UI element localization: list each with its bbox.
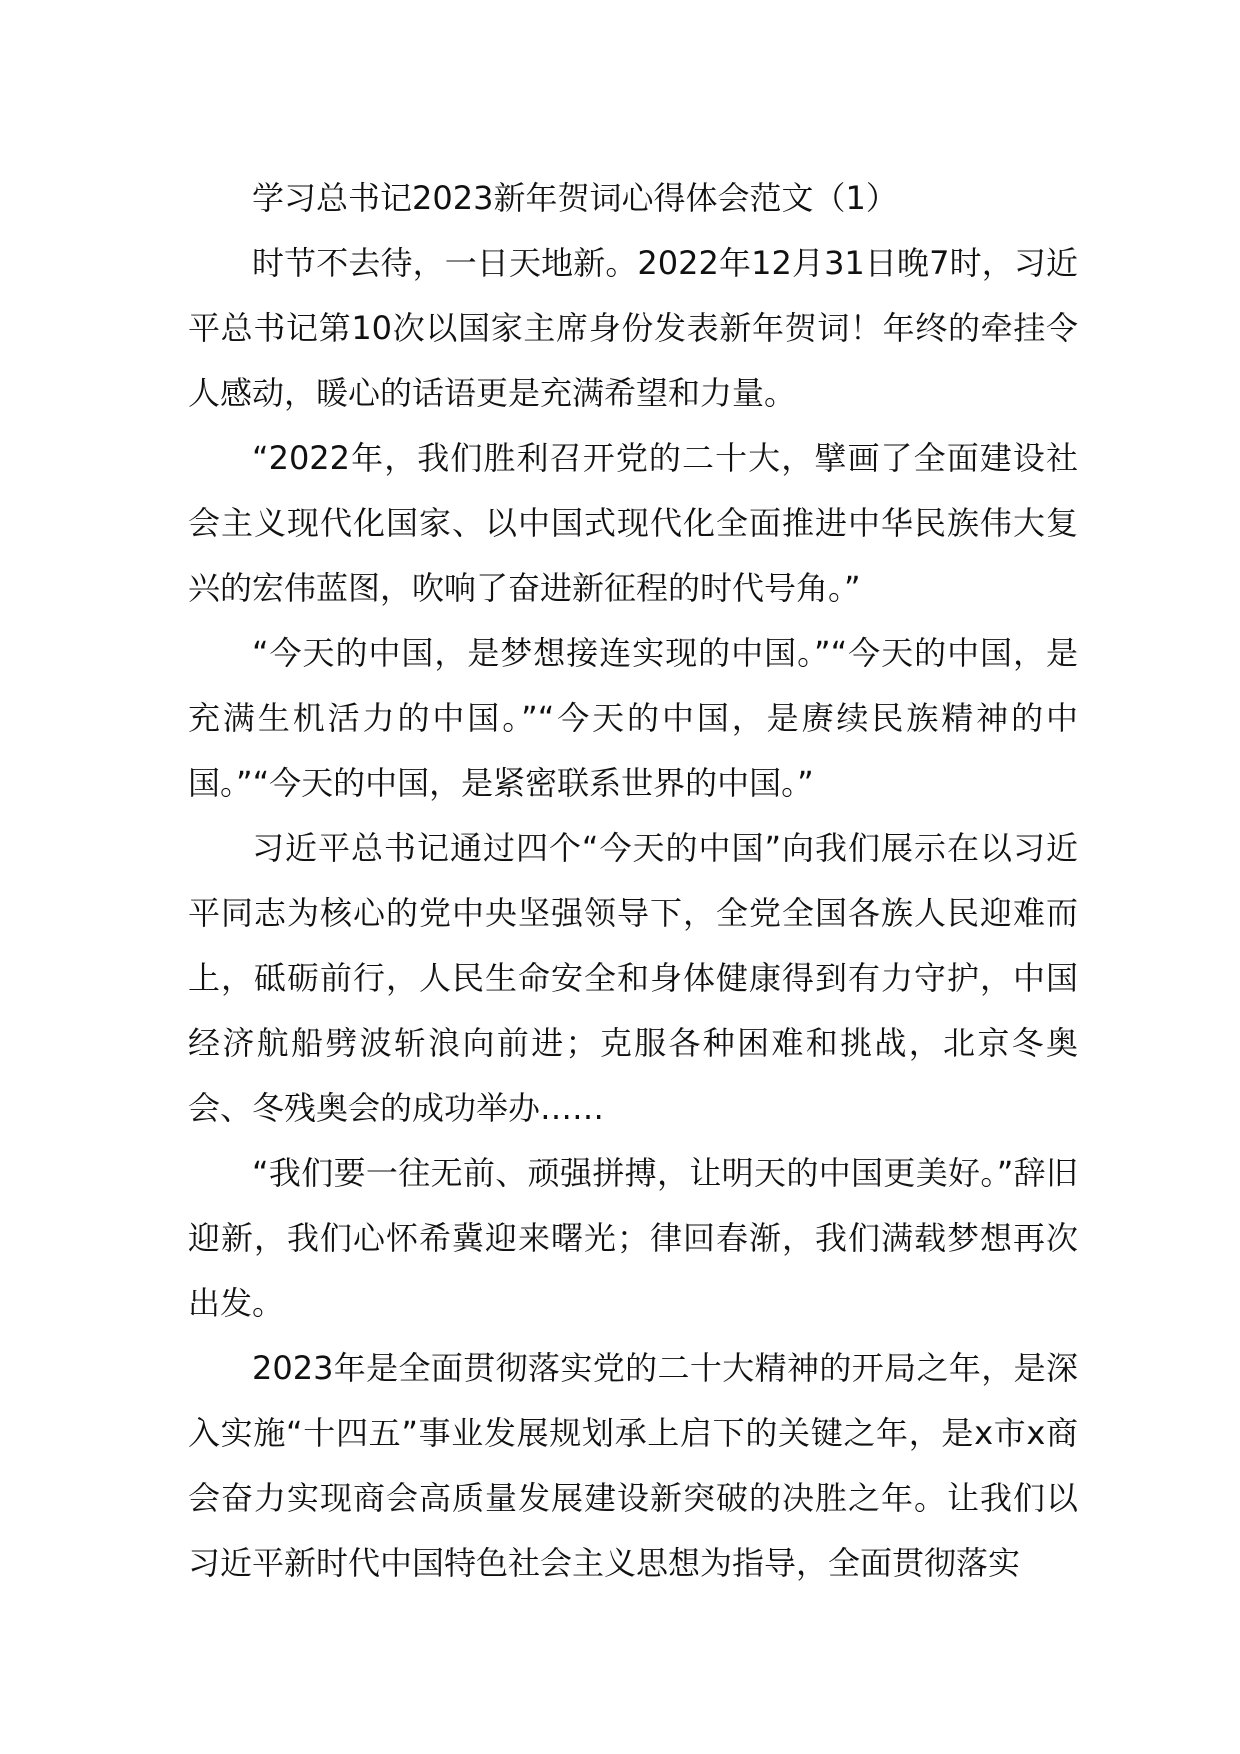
paragraph-3: “今天的中国，是梦想接连实现的中国。”“今天的中国，是充满生机活力的中国。”“今天的中国，是赓续民族精神的中国。”“今天的中国，是紧密联系世界的中国。” xyxy=(188,634,1078,802)
paragraph-1: 时节不去待，一日天地新。2022年12月31日晚7时，习近平总书记第10次以国家主席身份发表新年贺词！年终的牵挂令人感动，暖心的话语更是充满希望和力量。 xyxy=(188,244,1078,412)
paragraph-6: 2023年是全面贯彻落实党的二十大精神的开局之年，是深入实施“十四五”事业发展规划承上启下的关键之年，是x市x商会奋力实现商会高质量发展建设新突破的决胜之年。让我们以习近平新时代中国特色社会主义思想为指导，全面贯彻落实 xyxy=(188,1349,1078,1582)
paragraph-2: “2022年，我们胜利召开党的二十大，擘画了全面建设社会主义现代化国家、以中国式现代化全面推进中华民族伟大复兴的宏伟蓝图，吹响了奋进新征程的时代号角。” xyxy=(188,439,1078,607)
document-body xyxy=(188,166,1078,1596)
document-title: 学习总书记2023新年贺词心得体会范文（1） xyxy=(252,179,898,217)
paragraph-4: 习近平总书记通过四个“今天的中国”向我们展示在以习近平同志为核心的党中央坚强领导下，全党全国各族人民迎难而上，砥砺前行，人民生命安全和身体健康得到有力守护，中国经济航船劈波斩浪向前进；克服各种困难和挑战，北京冬奥会、冬残奥会的成功举办…… xyxy=(188,829,1078,1127)
paragraph-5: “我们要一往无前、顽强拼搏，让明天的中国更美好。”辞旧迎新，我们心怀希冀迎来曙光；律回春渐，我们满载梦想再次出发。 xyxy=(188,1154,1078,1322)
